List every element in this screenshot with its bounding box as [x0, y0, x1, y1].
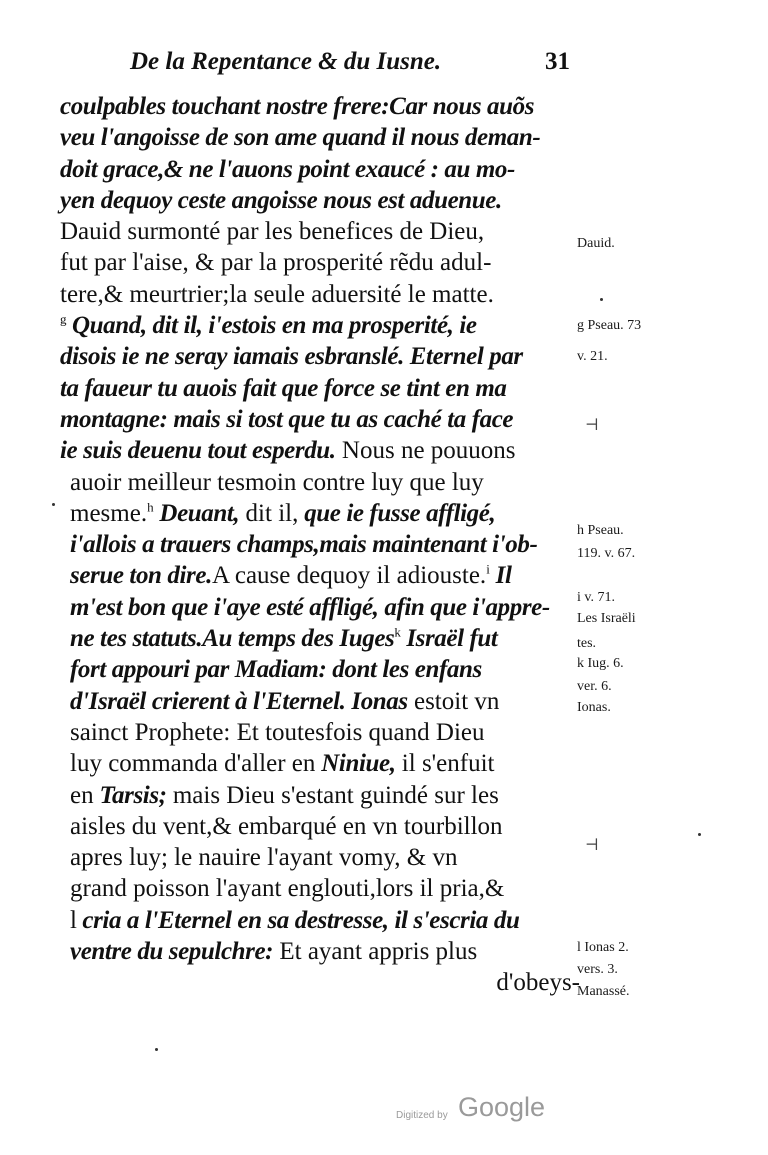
footnote-marker: l — [70, 906, 77, 934]
text-line — [60, 560, 580, 591]
text-line: montagne: mais si tost que tu as caché ta face — [60, 405, 514, 433]
margin-crosshair-mark: ⊣ — [585, 835, 599, 854]
text-span: mesme. — [70, 499, 148, 527]
text-span: luy commanda d'aller en — [70, 750, 316, 778]
text-line: coulpables touchant nostre frere:Car nous auõs — [60, 93, 535, 120]
text-span: Tarsis; — [93, 781, 167, 809]
text-span: mais Dieu s'estant guindé sur les — [166, 781, 499, 809]
ink-speck — [698, 833, 701, 836]
text-span: il s'enfuit — [395, 750, 495, 778]
header-title: De la Repentance & du Iusne. — [130, 48, 442, 75]
margin-note: ver. 6. — [577, 679, 612, 694]
margin-note: Manassé. — [577, 984, 630, 999]
text-line: fort appouri par Madiam: dont les enfans — [70, 656, 482, 684]
text-line: i'allois a trauers champs,mais maintenant i'ob- — [70, 531, 538, 559]
margin-note: Ionas. — [577, 700, 611, 715]
text-span: estoit vn — [407, 687, 500, 715]
margin-note: vers. 3. — [577, 962, 618, 977]
text-line — [60, 780, 580, 811]
text-line — [60, 435, 580, 466]
footnote-marker: h — [147, 499, 154, 515]
text-span: Nous ne pouuons — [335, 437, 516, 465]
margin-note: Les Israëli — [577, 611, 636, 626]
margin-note: k Iug. 6. — [577, 656, 624, 671]
text-span: Ionas — [345, 687, 408, 715]
digitization-watermark — [396, 1092, 596, 1132]
ink-speck — [52, 503, 55, 506]
text-line: ta faueur tu auois fait que force se tint en ma — [60, 374, 507, 402]
text-line: yen dequoy ceste angoisse nous est aduenue. — [60, 186, 502, 214]
text-line: auoir meilleur tesmoin contre luy que luy — [70, 468, 484, 496]
margin-note: Dauid. — [577, 236, 615, 251]
ink-speck — [600, 298, 603, 301]
text-span: Il — [489, 562, 512, 590]
text-line: doit grace,& ne l'auons point exaucé : au mo- — [60, 155, 515, 183]
text-line: disois ie ne seray iamais esbranslé. Eternel par — [60, 343, 523, 371]
margin-note: g Pseau. 73 — [577, 318, 642, 333]
footnote-marker: i — [486, 562, 490, 578]
margin-crosshair-mark: ⊣ — [585, 415, 599, 434]
text-line — [60, 498, 580, 529]
text-span: en — [70, 781, 94, 809]
page-number: 31 — [545, 48, 570, 75]
google-logo: Google — [458, 1092, 546, 1122]
footnote-marker: g — [60, 311, 67, 327]
text-span: cria a l'Eternel en sa destresse, il s'escria du — [82, 906, 520, 934]
text-span: Et ayant appris plus — [273, 938, 478, 966]
text-line: veu l'angoisse de son ame quand il nous deman- — [60, 124, 541, 152]
margin-note: tes. — [577, 636, 597, 651]
margin-note: l Ionas 2. — [577, 940, 629, 955]
running-header — [130, 48, 580, 82]
text-span: Deuant, — [153, 499, 240, 527]
text-span: serue ton dire. — [70, 562, 212, 590]
text-span: ventre du sepulchre: — [70, 938, 274, 966]
text-line — [60, 748, 580, 779]
ink-speck — [155, 1048, 158, 1051]
text-line: tere,& meurtrier;la seule aduersité le matte. — [60, 280, 494, 308]
text-line — [60, 623, 580, 654]
text-span: ne tes statuts.Au temps des Iuges — [70, 625, 395, 653]
watermark-prefix: Digitized by — [396, 1110, 448, 1121]
text-line — [60, 936, 580, 967]
text-line: Dauid surmonté par les benefices de Dieu, — [60, 218, 485, 246]
text-span: Niniue, — [315, 750, 396, 778]
text-span: d'Israël crierent à l'Eternel. — [70, 687, 346, 715]
text-line — [60, 310, 580, 341]
text-line: apres luy; le nauire l'ayant vomy, & vn — [70, 844, 458, 872]
text-span: A cause dequoy il adiouste. — [211, 562, 487, 590]
text-line — [60, 686, 580, 717]
text-line: grand poisson l'ayant englouti,lors il pria,& — [70, 875, 505, 903]
text-span: Israël fut — [400, 625, 498, 653]
margin-note: 119. v. 67. — [577, 546, 636, 561]
text-span: Quand, dit il, i'estois en ma prosperité, ie — [71, 312, 477, 340]
margin-note: v. 21. — [577, 349, 608, 364]
text-line: sainct Prophete: Et toutesfois quand Dieu — [70, 718, 485, 746]
footnote-marker: k — [394, 624, 401, 640]
text-line — [60, 905, 580, 936]
text-line: m'est bon que i'aye esté affligé, afin que i'appre- — [70, 593, 550, 621]
text-line: aisles du vent,& embarqué en vn tourbillon — [70, 812, 503, 840]
text-line: fut par l'aise, & par la prosperité rẽdu adul- — [60, 249, 492, 277]
margin-note: h Pseau. — [577, 523, 624, 538]
text-span: ie suis deuenu tout esperdu. — [60, 437, 336, 465]
main-text — [60, 91, 580, 999]
margin-note: i v. 71. — [577, 590, 615, 605]
text-span: que ie fusse affligé, — [298, 499, 496, 527]
catchword: d'obeys- — [496, 969, 580, 997]
text-span: dit il, — [239, 499, 299, 527]
margin-notes — [577, 0, 697, 1155]
